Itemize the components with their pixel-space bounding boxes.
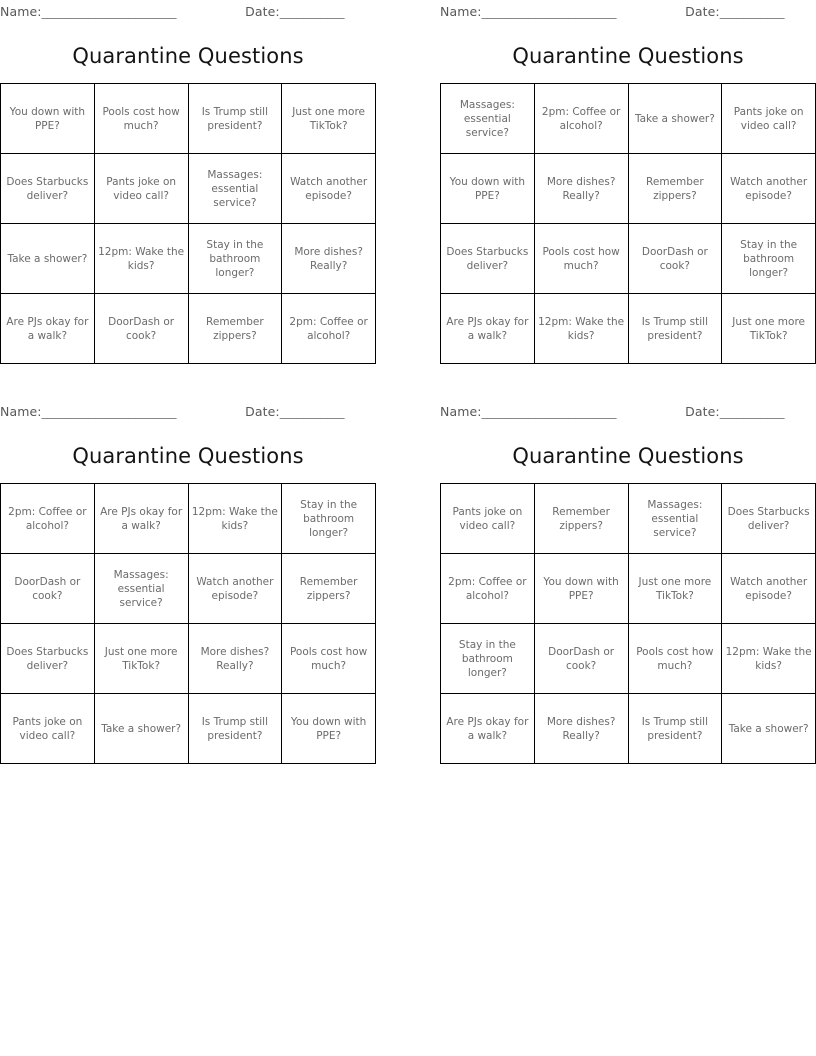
bingo-cell[interactable]: Stay in the bathroom longer? <box>441 624 535 694</box>
bingo-card-2 <box>440 4 816 364</box>
name-date-line <box>0 4 376 22</box>
bingo-cell[interactable]: Does Starbucks deliver? <box>1 624 95 694</box>
name-date-line <box>440 4 816 22</box>
bingo-cell[interactable]: 12pm: Wake the kids? <box>722 624 816 694</box>
bingo-cell[interactable]: Is Trump still president? <box>188 84 282 154</box>
bingo-cell[interactable]: Remember zippers? <box>534 484 628 554</box>
bingo-cell[interactable]: Watch another episode? <box>722 154 816 224</box>
name-field-group <box>0 404 176 419</box>
bingo-cell[interactable]: Massages: essential service? <box>94 554 188 624</box>
bingo-cell[interactable]: You down with PPE? <box>1 84 95 154</box>
table-row <box>441 294 816 364</box>
bingo-cell[interactable]: Are PJs okay for a walk? <box>1 294 95 364</box>
bingo-cell[interactable]: Watch another episode? <box>188 554 282 624</box>
date-field-group <box>685 404 784 419</box>
bingo-cell[interactable]: Does Starbucks deliver? <box>441 224 535 294</box>
bingo-cell[interactable]: DoorDash or cook? <box>94 294 188 364</box>
bingo-grid <box>0 483 376 764</box>
bingo-cell[interactable]: More dishes? Really? <box>188 624 282 694</box>
name-write-rule[interactable]: _______________________ <box>481 404 617 419</box>
name-write-rule[interactable]: _______________________ <box>41 4 177 19</box>
bingo-cell[interactable]: 2pm: Coffee or alcohol? <box>441 554 535 624</box>
bingo-cell[interactable]: Massages: essential service? <box>628 484 722 554</box>
table-row <box>1 484 376 554</box>
date-write-rule[interactable]: ___________ <box>279 404 345 419</box>
table-row <box>1 694 376 764</box>
bingo-card-1 <box>0 4 376 364</box>
bingo-grid <box>440 483 816 764</box>
bingo-card-3 <box>0 404 376 764</box>
name-label: Name: <box>0 404 42 419</box>
table-row <box>441 224 816 294</box>
bingo-cell[interactable]: Stay in the bathroom longer? <box>188 224 282 294</box>
name-field-group <box>440 4 616 19</box>
bingo-cell[interactable]: Remember zippers? <box>188 294 282 364</box>
bingo-cell[interactable]: Massages: essential service? <box>188 154 282 224</box>
bingo-cell[interactable]: Take a shower? <box>722 694 816 764</box>
table-row <box>1 554 376 624</box>
name-date-line <box>0 404 376 422</box>
bingo-cell[interactable]: Just one more TikTok? <box>722 294 816 364</box>
bingo-cell[interactable]: Take a shower? <box>94 694 188 764</box>
bingo-grid <box>0 83 376 364</box>
name-write-rule[interactable]: _______________________ <box>481 4 617 19</box>
bingo-cell[interactable]: Remember zippers? <box>282 554 376 624</box>
bingo-grid <box>440 83 816 364</box>
bingo-cell[interactable]: Take a shower? <box>1 224 95 294</box>
bingo-cell[interactable]: Is Trump still president? <box>188 694 282 764</box>
bingo-cell[interactable]: Watch another episode? <box>282 154 376 224</box>
bingo-cell[interactable]: Pools cost how much? <box>94 84 188 154</box>
date-label: Date: <box>245 4 280 19</box>
bingo-cell[interactable]: You down with PPE? <box>282 694 376 764</box>
page-title: Quarantine Questions <box>72 44 304 68</box>
bingo-cell[interactable]: Stay in the bathroom longer? <box>282 484 376 554</box>
bingo-cell[interactable]: 2pm: Coffee or alcohol? <box>534 84 628 154</box>
bingo-cell[interactable]: Just one more TikTok? <box>628 554 722 624</box>
table-row <box>441 694 816 764</box>
table-row <box>441 84 816 154</box>
date-label: Date: <box>245 404 280 419</box>
bingo-cell[interactable]: Are PJs okay for a walk? <box>94 484 188 554</box>
table-row <box>441 624 816 694</box>
name-field-group <box>440 404 616 419</box>
date-write-rule[interactable]: ___________ <box>719 4 785 19</box>
bingo-cell[interactable]: Stay in the bathroom longer? <box>722 224 816 294</box>
date-write-rule[interactable]: ___________ <box>719 404 785 419</box>
bingo-cell[interactable]: 12pm: Wake the kids? <box>188 484 282 554</box>
card-row-bottom <box>0 364 816 764</box>
bingo-cell[interactable]: Take a shower? <box>628 84 722 154</box>
table-row <box>441 484 816 554</box>
table-row <box>1 84 376 154</box>
date-field-group <box>245 404 344 419</box>
bingo-cell[interactable]: Pools cost how much? <box>282 624 376 694</box>
date-label: Date: <box>685 4 720 19</box>
bingo-cell[interactable]: Watch another episode? <box>722 554 816 624</box>
name-label: Name: <box>0 4 42 19</box>
date-field-group <box>685 4 784 19</box>
bingo-cell[interactable]: Pants joke on video call? <box>94 154 188 224</box>
bingo-cell[interactable]: Does Starbucks deliver? <box>722 484 816 554</box>
table-row <box>441 554 816 624</box>
table-row <box>1 224 376 294</box>
bingo-cell[interactable]: Pants joke on video call? <box>441 484 535 554</box>
bingo-cell[interactable]: DoorDash or cook? <box>1 554 95 624</box>
bingo-cell[interactable]: You down with PPE? <box>534 554 628 624</box>
name-label: Name: <box>440 404 482 419</box>
bingo-cell[interactable]: Pants joke on video call? <box>1 694 95 764</box>
bingo-cell[interactable]: Are PJs okay for a walk? <box>441 694 535 764</box>
bingo-cell[interactable]: Pools cost how much? <box>534 224 628 294</box>
name-write-rule[interactable]: _______________________ <box>41 404 177 419</box>
date-write-rule[interactable]: ___________ <box>279 4 345 19</box>
bingo-cell[interactable]: 2pm: Coffee or alcohol? <box>282 294 376 364</box>
bingo-cell[interactable]: More dishes? Really? <box>282 224 376 294</box>
bingo-cell[interactable]: Just one more TikTok? <box>94 624 188 694</box>
page-title: Quarantine Questions <box>72 444 304 468</box>
card-row-top <box>0 0 816 364</box>
bingo-cell[interactable]: Is Trump still president? <box>628 294 722 364</box>
bingo-cell[interactable]: Does Starbucks deliver? <box>1 154 95 224</box>
bingo-cell[interactable]: More dishes? Really? <box>534 154 628 224</box>
bingo-cell[interactable]: You down with PPE? <box>441 154 535 224</box>
bingo-cell[interactable]: DoorDash or cook? <box>534 624 628 694</box>
bingo-cell[interactable]: Is Trump still president? <box>628 694 722 764</box>
date-field-group <box>245 4 344 19</box>
bingo-cell[interactable]: Massages: essential service? <box>441 84 535 154</box>
bingo-cell[interactable]: DoorDash or cook? <box>628 224 722 294</box>
date-label: Date: <box>685 404 720 419</box>
table-row <box>1 154 376 224</box>
bingo-cell[interactable]: Just one more TikTok? <box>282 84 376 154</box>
bingo-card-4 <box>440 404 816 764</box>
table-row <box>1 624 376 694</box>
bingo-cell[interactable]: 2pm: Coffee or alcohol? <box>1 484 95 554</box>
bingo-cell[interactable]: Pools cost how much? <box>628 624 722 694</box>
table-row <box>441 154 816 224</box>
bingo-cell[interactable]: Pants joke on video call? <box>722 84 816 154</box>
name-field-group <box>0 4 176 19</box>
page-title: Quarantine Questions <box>512 444 744 468</box>
bingo-cell[interactable]: More dishes? Really? <box>534 694 628 764</box>
table-row <box>1 294 376 364</box>
bingo-cell[interactable]: Remember zippers? <box>628 154 722 224</box>
bingo-cell[interactable]: 12pm: Wake the kids? <box>94 224 188 294</box>
page-title: Quarantine Questions <box>512 44 744 68</box>
name-date-line <box>440 404 816 422</box>
bingo-cell[interactable]: 12pm: Wake the kids? <box>534 294 628 364</box>
bingo-cell[interactable]: Are PJs okay for a walk? <box>441 294 535 364</box>
name-label: Name: <box>440 4 482 19</box>
